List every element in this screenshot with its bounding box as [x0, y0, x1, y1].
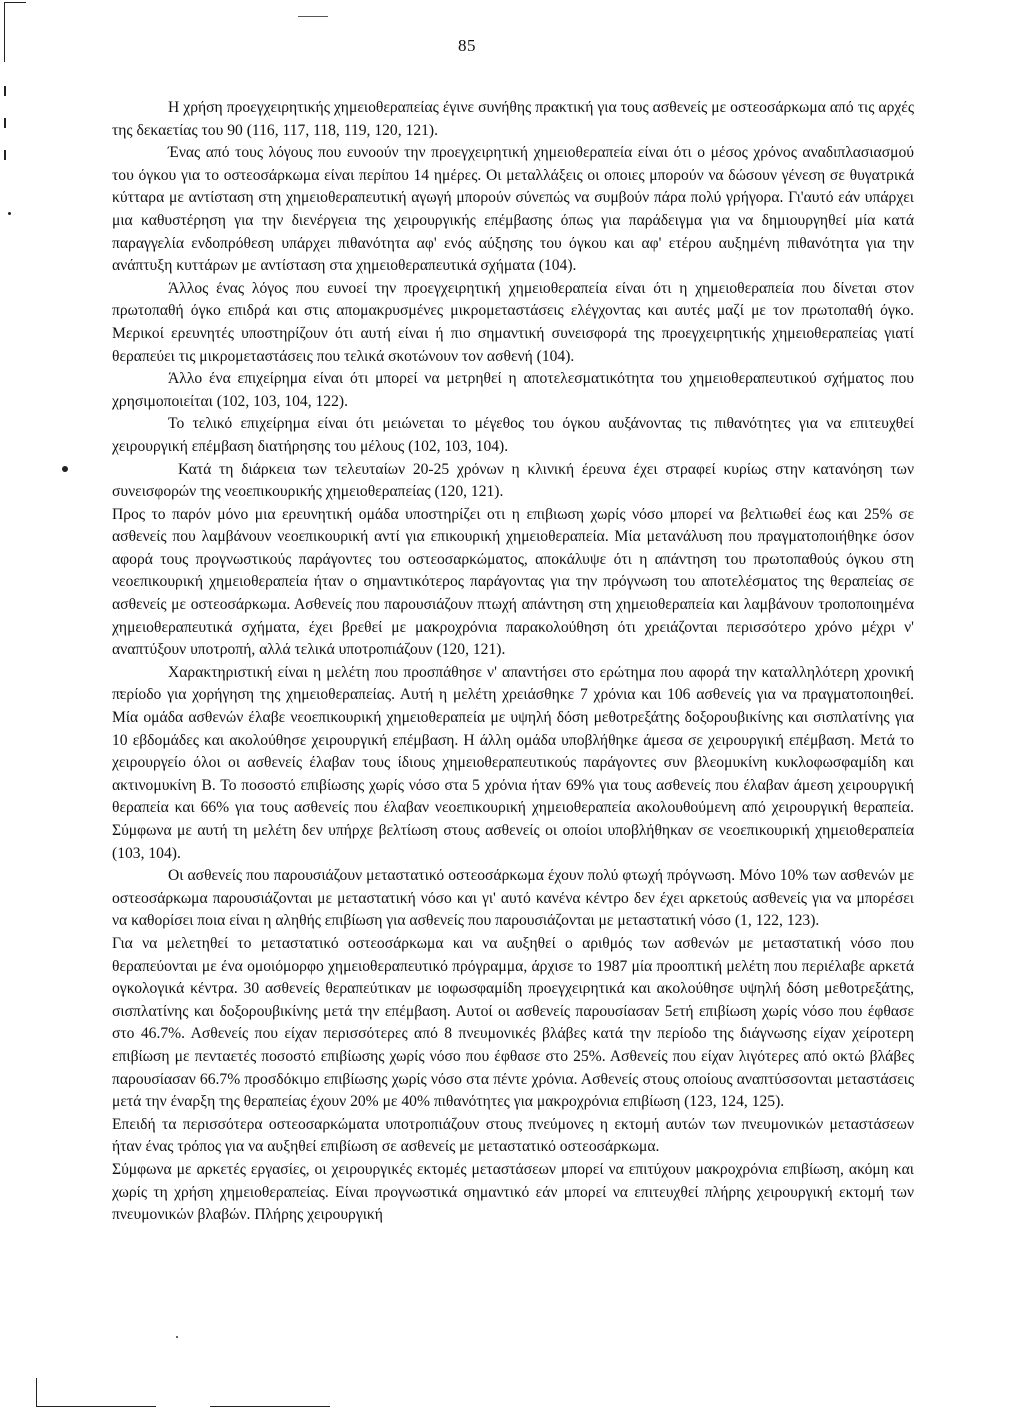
paragraph: Άλλο ένα επιχείρημα είναι ότι μπορεί να μετρηθεί η αποτελεσματικότητα του χημειοθεραπευτικού σχήματος που χρησιμοποιείται (102, 103, 104, 122).	[112, 370, 914, 410]
scan-border-mark	[4, 118, 6, 128]
paragraph: Προς το παρόν μόνο μια ερευνητική ομάδα υποστηρίζει οτι η επιβιωση χωρίς νόσο μπορεί να βελτιωθεί έως και 25% σε ασθενείς που λαμβάνουν νεοεπικουρική αντί για επικουρική χημειοθεραπεία. Μία μετανάλυση που πραγματοποιήθηκε όσον αφορά τους προγνωστικούς παράγοντες του οστεοσαρκώματος, αποκάλυψε ότι η απάντηση του πρωτοπαθούς όγκου στη νεοεπικουρική χημειοθεραπεία ήταν ο σημαντικότερος παράγοντας για την πρόγνωση του αποτελέσματος της θεραπείας σε ασθενείς με οστεοσάρκωμα. Ασθενείς που παρουσιάζουν πτωχή απάντηση στη χημειοθεραπεία και λαμβάνουν τροποποιημένα χημειοθεραπευτικά σχήματα, έχει βρεθεί με μακροχρόνια παρακολούθηση ότι χρειάζονται περισσότερο χρόνο μέχρι ν' αναπτύξουν υποτροπή, αλλά τελικά υποτροπιάζουν (120, 121).	[112, 505, 914, 659]
margin-bullet-mark	[62, 466, 68, 472]
scan-speck	[176, 1336, 178, 1338]
scan-border-mark	[210, 1406, 330, 1407]
scan-border-mark	[36, 1406, 156, 1407]
paragraph: Σύμφωνα με αρκετές εργασίες, οι χειρουργικές εκτομές μεταστάσεων μπορεί να επιτύχουν μακροχρόνια επιβίωση, ακόμη και χωρίς τη χρήση χημειοθεραπείας. Είναι προγνωστικά σημαντικό εάν μπορεί να επιτευχθεί πλήρης χειρουργική εκτομή των πνευμονικών βλαβών. Πλήρης χειρουργική	[112, 1160, 914, 1224]
scan-speck	[8, 212, 11, 215]
paragraph: Κατά τη διάρκεια των τελευταίων 20-25 χρόνων η κλινική έρευνα έχει στραφεί κυρίως στην κατανόηση των συνεισφορών της νεοεπικουρικής χημειοθεραπείας (120, 121).	[112, 460, 914, 501]
scan-border-mark	[4, 150, 6, 160]
document-body	[112, 97, 914, 1227]
scan-border-mark	[4, 2, 5, 62]
paragraph: Το τελικό επιχείρημα είναι ότι μειώνεται το μέγεθος του όγκου αυξάνοντας τις πιθανότητες για να επιτευχθεί χειρουργική επέμβαση διατήρησης του μέλους (102, 103, 104).	[112, 415, 914, 455]
paragraph: Άλλος ένας λόγος που ευνοεί την προεγχειρητική χημειοθεραπεία είναι ότι η χημειοθεραπεία που δίνεται στον πρωτοπαθή όγκο επιδρά και στις απομακρυσμένες μικρομεταστάσεις ελέγχοντας και αυτές μαζί με τον πρωτοπαθή όγκο. Μερικοί ερευνητές υποστηρίζουν ότι αυτή είναι ή πιο σημαντική συνεισφορά της προεγχειρητικής χημειοθεραπείας γιατί θεραπεύει τις μικρομεταστάσεις που τελικά σκοτώνουν τον ασθενή (104).	[112, 279, 914, 365]
paragraph: Η χρήση προεγχειρητικής χημειοθεραπείας έγινε συνήθης πρακτική για τους ασθενείς με οστεοσάρκωμα από τις αρχές της δεκαετίας του 90 (116, 117, 118, 119, 120, 121).	[112, 99, 914, 139]
scan-border-mark	[4, 2, 26, 3]
paragraph: Για να μελετηθεί το μεταστατικό οστεοσάρκωμα και να αυξηθεί ο αριθμός των ασθενών με μεταστατική νόσο που θεραπεύονται με ένα ομοιόμορφο χημειοθεραπευτικό πρόγραμμα, άρχισε το 1987 μία προοπτική μελέτη που περιέλαβε αρκετά ογκολογικά κέντρα. 30 ασθενείς θεραπεύτικαν με ιοφωσφαμίδη προεγχειρητικά και ακολούθησε υψηλή δόση μεθοτρεξάτης, σισπλατίνης και δοξορουβικίνης μετά την επέμβαση. Αυτοί οι ασθενείς παρουσίασαν 5ετή επιβίωση χωρίς νόσο που έφθασε στο 46.7%. Ασθενείς που είχαν περισσότερες από 8 πνευμονικές βλάβες κατά την περίοδο της διάγνωσης είχαν χείροτερη επιβίωση με πενταετές ποσοστό επιβίωσης χωρίς νόσο που έφθασε στο 25%. Ασθενείς που είχαν λιγότερες από οκτώ βλάβες παρουσίασαν 66.7% προσδόκιμο επιβίωσης χωρίς νόσο στα πέντε χρόνια. Ασθενείς στους οποίους αναπτύσσονται μεταστάσεις μετά την έναρξη της θεραπείας έχουν 20% με 40% πιθανότητες για μακροχρόνια επιβίωση (123, 124, 125).	[112, 934, 914, 1111]
scan-border-mark	[36, 1378, 37, 1406]
scan-border-mark	[4, 86, 6, 96]
paragraph: Χαρακτηριστική είναι η μελέτη που προσπάθησε ν' απαντήσει στο ερώτημα που αφορά την καταλληλότερη χρονική περίοδο για χορήγηση της χημειοθεραπείας. Αυτή η μελέτη χρειάσθηκε 7 χρόνια και 106 ασθενείς για να πραγματοποιηθεί. Μία ομάδα ασθενών έλαβε νεοεπικουρική χημειοθεραπεία με υψηλή δόση μεθοτρεξάτης δοξορουβικίνης και σισπλατίνης για 10 εβδομάδες και ακολούθησε χειρουργική επέμβαση. Η άλλη ομάδα υποβλήθηκε άμεσα σε χειρουργική επέμβαση. Μετά το χειρουργείο όλοι οι ασθενείς έλαβαν τους ίδιους χημειοθεραπευτικούς παράγοντες συν βλεομυκίνη κυκλοφωσφαμίδη και ακτινομυκίνη Β. Το ποσοστό επιβίωσης χωρίς νόσο στα 5 χρόνια ήταν 69% για τους ασθενείς που έλαβαν άμεση χειρουργική θεραπεία και 66% για τους ασθενείς που έλαβαν νεοεπικουρική χημειοθεραπεία ακολουθούμενη από χειρουργική θεραπεία. Σύμφωνα με αυτή τη μελέτη δεν υπήρχε βελτίωση στους ασθενείς οι οποίοι υποβλήθηκαν σε νεοεπικουρική χημειοθεραπεία (103, 104).	[112, 663, 914, 862]
page-number: 85	[458, 36, 476, 55]
paragraph: Οι ασθενείς που παρουσιάζουν μεταστατικό οστεοσάρκωμα έχουν πολύ φτωχή πρόγνωση. Μόνο 10% των ασθενών με οστεοσάρκωμα παρουσιάζονται με μεταστατική νόσο και γι' αυτό κανένα κέντρο δεν έχει αρκετούς ασθενείς για να μπορέσει να καθορίσει ποια είναι η αληθής επιβίωση για ασθενείς που παρουσιάζονται με μεταστατική νόσο (1, 122, 123).	[112, 867, 914, 930]
scan-border-mark	[298, 16, 328, 17]
paragraph: Επειδή τα περισσότερα οστεοσαρκώματα υποτροπιάζουν στους πνεύμονες η εκτομή αυτών των πνευμονικών μεταστάσεων ήταν ένας τρόπος για να αυξηθεί επιβίωση σε ασθενείς με μεταστατικό οστεοσάρκωμα.	[112, 1115, 914, 1156]
paragraph: Ένας από τους λόγους που ευνοούν την προεγχειρητική χημειοθεραπεία είναι ότι ο μέσος χρόνος αναδιπλασιασμού του όγκου για το οστεοσάρκωμα είναι περίπου 14 ημέρες. Οι μεταλλάξεις οι οποιες μπορούν να δώσουν γένεση σε θυγατρικά κύτταρα με αντίσταση στη χημειοθεραπευτική αγωγή μπορούν σύνεπώς να συμβούν πάρα πολύ γρήγορα. Γι'αυτό εάν υπάρχει μια καθυστέρηση για την διενέργεια της χειρουργικής επέμβασης όπως για παράδειγμα για να δημιουργηθεί μία κατά παραγγελία ενδοπρόθεση υπάρχει πιθανότητα αφ' ενός αύξησης του όγκου και αφ' ετέρου αυξημένη πιθανότητα για την ανάπτυξη κυττάρων με αντίσταση στα χημειοθεραπευτικά σχήματα (104).	[112, 144, 914, 275]
